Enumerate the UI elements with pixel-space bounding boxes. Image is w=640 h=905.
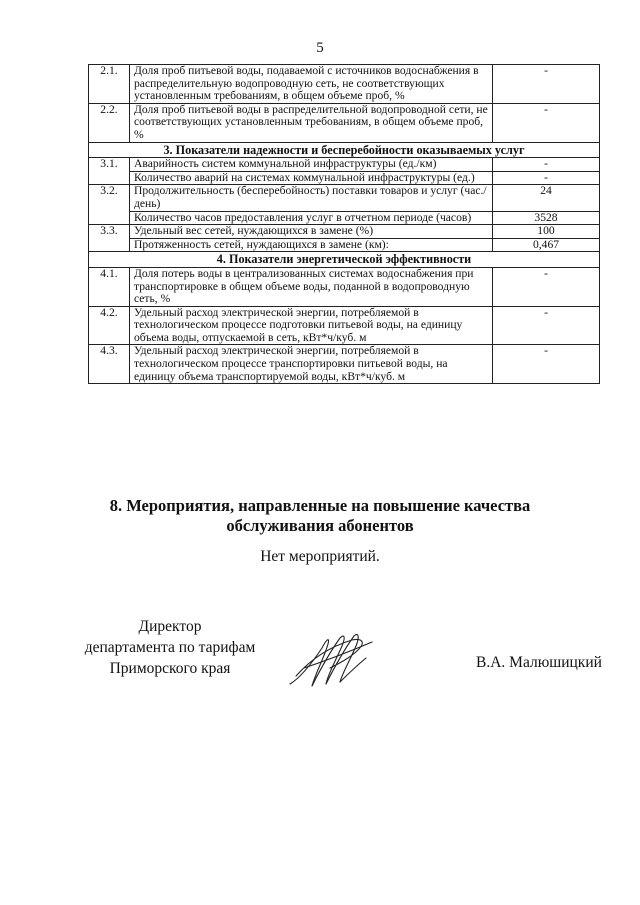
row-number: 3.2. [89, 185, 130, 225]
table-row [89, 345, 600, 384]
indicator-name: Доля проб питьевой воды, подаваемой с источников водоснабжения в распределительную водопроводную сеть, не соответствующих установленным требованиям, в общем объеме проб, % [130, 65, 493, 104]
no-measures-text: Нет мероприятий. [260, 548, 380, 565]
indicator-value: - [493, 345, 600, 384]
table-row [89, 158, 600, 172]
indicator-name: Доля потерь воды в централизованных системах водоснабжения при транспортировке в общем объеме воды, поданной в водопроводную сеть, % [130, 267, 493, 306]
indicators-table [88, 64, 600, 384]
indicator-name: Количество аварий на системах коммунальной инфраструктуры (ед.) [130, 171, 493, 185]
indicator-name: Количество часов предоставления услуг в отчетном периоде (часов) [130, 211, 493, 225]
page-number: 5 [316, 40, 324, 56]
signer-title-line-1: Директор [138, 618, 202, 635]
signer-title-line-2: департамента по тарифам [84, 639, 256, 656]
handwritten-signature [282, 628, 382, 692]
table-row [89, 171, 600, 185]
signer-title-line-3: Приморского края [109, 660, 231, 677]
row-number: 4.1. [89, 267, 130, 306]
signer-name: В.А. Малюшицкий [476, 654, 602, 671]
indicator-value: - [493, 267, 600, 306]
table-row [89, 267, 600, 306]
row-number: 2.2. [89, 103, 130, 142]
section-header-row [89, 252, 600, 268]
indicator-name: Доля проб питьевой воды в распределительной водопроводной сети, не соответствующих установленным требованиям, в общем объеме проб, % [130, 103, 493, 142]
indicator-value: - [493, 103, 600, 142]
section-8-heading [0, 496, 640, 536]
indicator-name: Удельный вес сетей, нуждающихся в замене (%) [130, 225, 493, 239]
row-number: 2.1. [89, 65, 130, 104]
table-row [89, 306, 600, 345]
indicator-value: - [493, 306, 600, 345]
table-row [89, 103, 600, 142]
indicator-value: - [493, 171, 600, 185]
section-8-heading-line-2: обслуживания абонентов [226, 516, 414, 535]
signer-title [70, 616, 270, 679]
table-row [89, 65, 600, 104]
section-header: 4. Показатели энергетической эффективности [89, 252, 600, 268]
section-8-heading-line-1: 8. Мероприятия, направленные на повышение качества [109, 496, 531, 515]
section-header-row [89, 142, 600, 158]
indicator-name: Удельный расход электрической энергии, потребляемой в технологическом процессе подготовки питьевой воды, на единицу объема воды, отпускаемой в сеть, кВт*ч/куб. м [130, 306, 493, 345]
row-number: 4.3. [89, 345, 130, 384]
section-header: 3. Показатели надежности и бесперебойности оказываемых услуг [89, 142, 600, 158]
indicator-value: - [493, 158, 600, 172]
row-number: 4.2. [89, 306, 130, 345]
indicator-value: 24 [493, 185, 600, 211]
indicator-name: Аварийность систем коммунальной инфраструктуры (ед./км) [130, 158, 493, 172]
table-row [89, 211, 600, 225]
table-row [89, 238, 600, 252]
indicator-value: 0,467 [493, 238, 600, 252]
indicator-value: - [493, 65, 600, 104]
table-row [89, 185, 600, 211]
indicator-value: 3528 [493, 211, 600, 225]
row-number: 3.1. [89, 158, 130, 185]
table-row [89, 225, 600, 239]
row-number: 3.3. [89, 225, 130, 252]
indicator-name: Удельный расход электрической энергии, потребляемой в технологическом процессе транспортировки питьевой воды, на единицу объема транспортируемой воды, кВт*ч/куб. м [130, 345, 493, 384]
indicator-name: Продолжительность (бесперебойность) поставки товаров и услуг (час./день) [130, 185, 493, 211]
indicator-name: Протяженность сетей, нуждающихся в замене (км): [130, 238, 493, 252]
indicator-value: 100 [493, 225, 600, 239]
